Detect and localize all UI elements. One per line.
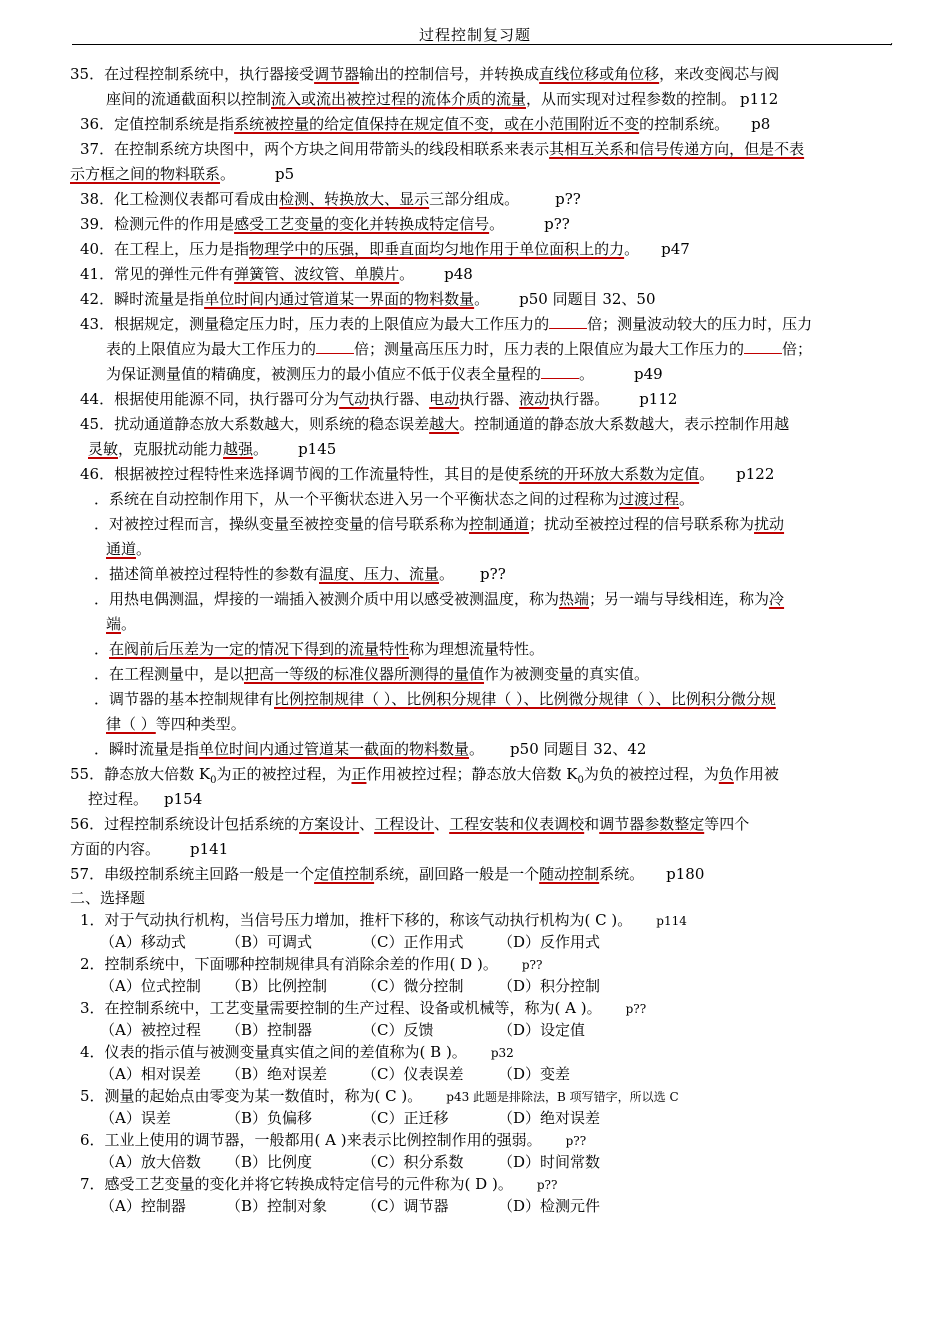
answer-blank: 工程安装和仪表调校: [449, 815, 585, 833]
q56-line1: 56．过程控制系统设计包括系统的方案设计、工程设计、工程安装和仪表调校和调节器参数整定等四个: [70, 815, 750, 833]
q57: 57．串级控制系统主回路一般是一个定值控制系统，副回路一般是一个随动控制系统。 p180: [70, 865, 705, 883]
answer-blank: 感受工艺变量的变化并转换成特定信号: [234, 215, 490, 233]
choice-option: （D）积分控制: [498, 977, 601, 995]
choice-option: （C）积分系数: [362, 1153, 464, 1171]
answer-blank: [541, 362, 579, 379]
choice-option: （B）可调式: [226, 933, 313, 951]
q40: 40．在工程上，压力是指物理学中的压强，即垂直面均匀地作用于单位面积上的力。 p47: [80, 240, 690, 258]
choice-option: （B）绝对误差: [226, 1065, 328, 1083]
choice-question: 1．对于气动执行机构，当信号压力增加，推杆下移的，称该气动执行机构为( C )。 p114: [80, 911, 687, 929]
q53-line2: 律（ ）等四种类型。: [106, 715, 246, 733]
page-ref: p43 此题是排除法，B 项写错字，所以选 C: [446, 1090, 679, 1104]
page-ref: p32: [490, 1046, 514, 1060]
choice-option: （B）比例度: [226, 1153, 313, 1171]
q53-line1: ．调节器的基本控制规律有比例控制规律（ ）、比例积分规律（ ）、比例微分规律（ ）、比例积分微分规: [94, 690, 776, 708]
q49: ．描述简单被控过程特性的参数有温度、压力、流量。 p??: [94, 565, 506, 583]
header-mark: ,: [890, 36, 894, 47]
choice-options: [70, 1151, 894, 1173]
q45-line1: 45．扰动通道静态放大系数越大，则系统的稳态误差越大。控制通道的静态放大系数越大，表示控制作用越: [80, 415, 790, 433]
choice-options: [70, 1195, 894, 1217]
page-ref: p50 同题目 32、50: [519, 290, 656, 308]
choice-option: （D）检测元件: [498, 1197, 601, 1215]
answer-blank: 比例控制规律（ ）、比例积分规律（ ）、比例微分规律（ ）、比例积分微分规: [274, 690, 776, 708]
page-ref: p180: [666, 865, 705, 883]
choice-option: （C）正作用式: [362, 933, 464, 951]
header-rule: [72, 44, 892, 45]
q43-line3: 为保证测量值的精确度，被测压力的最小值应不低于仪表全量程的 。 p49: [70, 362, 894, 387]
q48-line1: ．对被控过程而言，操纵变量至被控变量的信号联系称为控制通道；扰动至被控过程的信号联系称为扰动: [94, 515, 785, 533]
page-ref: p??: [544, 215, 570, 233]
choice-option: （A）位式控制: [100, 977, 201, 995]
q48-line2: 通道。: [106, 540, 152, 558]
choice-list: [70, 909, 894, 1217]
q42: 42．瞬时流量是指单位时间内通过管道某一界面的物料数量。 p50 同题目 32、50: [80, 290, 656, 308]
answer-blank: 通道: [106, 540, 137, 558]
q43-line2: 表的上限值应为最大工作压力的 倍；测量高压压力时，压力表的上限值应为最大工作压力的 倍；: [70, 337, 894, 362]
choice-option: （C）仪表误差: [362, 1065, 464, 1083]
choice-option: （B）比例控制: [226, 977, 328, 995]
q37-line1: 37．在控制系统方块图中，两个方块之间用带箭头的线段相联系来表示其相互关系和信号传递方向，但是不表: [80, 140, 805, 158]
q37-line2: 示方框之间的物料联系。 p5: [70, 165, 295, 183]
answer-blank: 单位时间内通过管道某一界面的物料数量: [204, 290, 475, 308]
q55-line2: 控过程。 p154: [88, 790, 203, 808]
answer-blank: 灵敏: [88, 440, 119, 458]
choice-option: （D）反作用式: [498, 933, 601, 951]
choice-question: 4．仪表的指示值与被测变量真实值之间的差值称为( B )。 p32: [80, 1043, 514, 1061]
answer-blank: 负: [718, 765, 734, 783]
q50-line1: ．用热电偶测温，焊接的一端插入被测介质中用以感受被测温度，称为热端；另一端与导线相连，称为冷: [94, 590, 785, 608]
answer-blank: 单位时间内通过管道某一截面的物料数量: [199, 740, 470, 758]
answer-blank: 工程设计: [374, 815, 435, 833]
choice-option: （D）时间常数: [498, 1153, 601, 1171]
q47: ．系统在自动控制作用下，从一个平衡状态进入另一个平衡状态之间的过程称为过渡过程。: [94, 490, 695, 508]
answer-blank: 物理学中的压强，即垂直面均匀地作用于单位面积上的力: [249, 240, 625, 258]
answer-blank: 控制通道: [469, 515, 530, 533]
q41: 41．常见的弹性元件有弹簧管、波纹管、单膜片。 p48: [80, 265, 473, 283]
choice-options: [70, 975, 894, 997]
q35-line1: 35．在过程控制系统中，执行器接受调节器输出的控制信号，并转换成直线位移或角位移，来改变阀芯与阀: [70, 65, 780, 83]
choice-option: （C）反馈: [362, 1021, 434, 1039]
answer-blank: 过渡过程: [619, 490, 680, 508]
q35-line2: 座间的流通截面积以控制流入或流出被控过程的流体介质的流量，从而实现对过程参数的控制。 p112: [106, 90, 779, 108]
answer-blank: 电动: [429, 390, 460, 408]
choice-option: （B）负偏移: [226, 1109, 313, 1127]
choice-option: （B）控制对象: [226, 1197, 328, 1215]
page-ref: p50 同题目 32、42: [510, 740, 647, 758]
page-ref: p112: [740, 90, 779, 108]
choice-option: （D）变差: [498, 1065, 571, 1083]
q56-line2: 方面的内容。 p141: [70, 840, 229, 858]
q43-line1: 43．根据规定，测量稳定压力时，压力表的上限值应为最大工作压力的 倍；测量波动较大的压力时，压力: [70, 312, 894, 337]
answer-blank: 温度、压力、流量: [319, 565, 440, 583]
answer-blank: 弹簧管、波纹管、单膜片: [234, 265, 400, 283]
answer-blank: 系统的开环放大系数为定值: [519, 465, 700, 483]
page-ref: p48: [444, 265, 473, 283]
answer-blank: 正: [351, 765, 367, 783]
q52: ．在工程测量中，是以把高一等级的标准仪器所测得的量值作为被测变量的真实值。: [94, 665, 650, 683]
choice-option: （D）绝对误差: [498, 1109, 601, 1127]
choice-option: （C）调节器: [362, 1197, 449, 1215]
page-ref: p145: [298, 440, 337, 458]
q46: 46．根据被控过程特性来选择调节阀的工作流量特性，其目的是使系统的开环放大系数为定值。 p122: [80, 465, 775, 483]
answer-blank: 直线位移或角位移: [539, 65, 660, 83]
page-title: 过程控制复习题: [418, 26, 531, 44]
page-ref: p??: [521, 958, 543, 972]
choice-option: （D）设定值: [498, 1021, 586, 1039]
answer-blank: 调节器参数整定: [599, 815, 705, 833]
page-ref: p8: [751, 115, 771, 133]
q55-line1: 55．静态放大倍数 $K_0$为正的被控过程，为正作用被控过程；静态放大倍数 $K_0$为负的被控过程，为负作用被: [70, 765, 779, 786]
choice-option: （A）相对误差: [100, 1065, 201, 1083]
q45-line2: 灵敏，克服扰动能力越强。 p145: [88, 440, 337, 458]
page-ref: p141: [190, 840, 229, 858]
choice-question: 3．在控制系统中，工艺变量需要控制的生产过程、设备或机械等，称为( A )。 p??: [80, 999, 647, 1017]
choice-option: （A）控制器: [100, 1197, 186, 1215]
answer-blank: 液动: [519, 390, 550, 408]
answer-blank: 端: [106, 615, 122, 633]
answer-blank: 冷: [769, 590, 785, 608]
page-ref: p5: [275, 165, 295, 183]
choice-option: （A）放大倍数: [100, 1153, 201, 1171]
answer-blank: [744, 337, 782, 354]
choice-option: （C）正迁移: [362, 1109, 449, 1127]
page-ref: p??: [555, 190, 581, 208]
choice-option: （B）控制器: [226, 1021, 313, 1039]
answer-blank: 检测、转换放大、显示: [279, 190, 430, 208]
page-ref: p??: [565, 1134, 587, 1148]
q38: 38．化工检测仪表都可看成由检测、转换放大、显示三部分组成。 p??: [80, 190, 581, 208]
q51: ．在阀前后压差为一定的情况下得到的流量特性称为理想流量特性。: [94, 640, 545, 658]
choice-option: （A）移动式: [100, 933, 186, 951]
q39: 39．检测元件的作用是感受工艺变量的变化并转换成特定信号。 p??: [80, 215, 570, 233]
answer-blank: 越强: [223, 440, 254, 458]
q36: 36．定值控制系统是指系统被控量的给定值保持在规定值不变，或在小范围附近不变的控制系统。 p8: [80, 115, 771, 133]
page-ref: p154: [164, 790, 203, 808]
answer-blank: 方案设计: [299, 815, 360, 833]
page-ref: p??: [625, 1002, 647, 1016]
answer-blank: 扰动: [754, 515, 785, 533]
document-body: [70, 62, 894, 1217]
answer-blank: 在阀前后压差为一定的情况下得到的流量特性: [109, 640, 410, 658]
page-ref: p122: [736, 465, 775, 483]
page-ref: p47: [661, 240, 690, 258]
page-ref: p49: [634, 365, 663, 383]
page-ref: p114: [656, 914, 687, 928]
answer-blank: [549, 312, 587, 329]
choice-option: （C）微分控制: [362, 977, 464, 995]
answer-blank: 热端: [559, 590, 590, 608]
page-ref: p112: [639, 390, 678, 408]
q50-line2: 端。: [106, 615, 137, 633]
choice-question: 6．工业上使用的调节器，一般都用( A )来表示比例控制作用的强弱。 p??: [80, 1131, 587, 1149]
answer-blank: 律（ ）: [106, 715, 156, 733]
answer-blank: 定值控制: [314, 865, 375, 883]
choice-option: （A）误差: [100, 1109, 171, 1127]
answer-blank: 其相互关系和信号传递方向，但是不表: [549, 140, 805, 158]
q54: ．瞬时流量是指单位时间内通过管道某一截面的物料数量。 p50 同题目 32、42: [94, 740, 647, 758]
answer-blank: 越大: [429, 415, 460, 433]
choice-options: [70, 1019, 894, 1041]
choice-question: 2．控制系统中，下面哪种控制规律具有消除余差的作用( D )。 p??: [80, 955, 543, 973]
answer-blank: 示方框之间的物料联系: [70, 165, 221, 183]
answer-blank: 流入或流出被控过程的流体介质的流量: [271, 90, 527, 108]
choice-options: [70, 1107, 894, 1129]
choice-question: 5．测量的起始点由零变为某一数值时，称为( C )。 p43 此题是排除法，B 项写错字，所以选 C: [80, 1087, 679, 1105]
answer-blank: 随动控制: [539, 865, 600, 883]
choice-option: （A）被控过程: [100, 1021, 201, 1039]
page-ref: p??: [480, 565, 506, 583]
choice-options: [70, 931, 894, 953]
answer-blank: 把高一等级的标准仪器所测得的量值: [244, 665, 485, 683]
page-ref: p??: [536, 1178, 558, 1192]
answer-blank: 气动: [339, 390, 370, 408]
section-heading: 二、选择题: [70, 889, 146, 907]
choice-options: [70, 1063, 894, 1085]
answer-blank: 系统被控量的给定值保持在规定值不变，或在小范围附近不变: [234, 115, 640, 133]
answer-blank: [316, 337, 354, 354]
answer-blank: 调节器: [314, 65, 360, 83]
choice-question: 7．感受工艺变量的变化并将它转换成特定信号的元件称为( D )。 p??: [80, 1175, 558, 1193]
q44: 44．根据使用能源不同，执行器可分为气动执行器、电动执行器、液动执行器。 p112: [80, 390, 678, 408]
